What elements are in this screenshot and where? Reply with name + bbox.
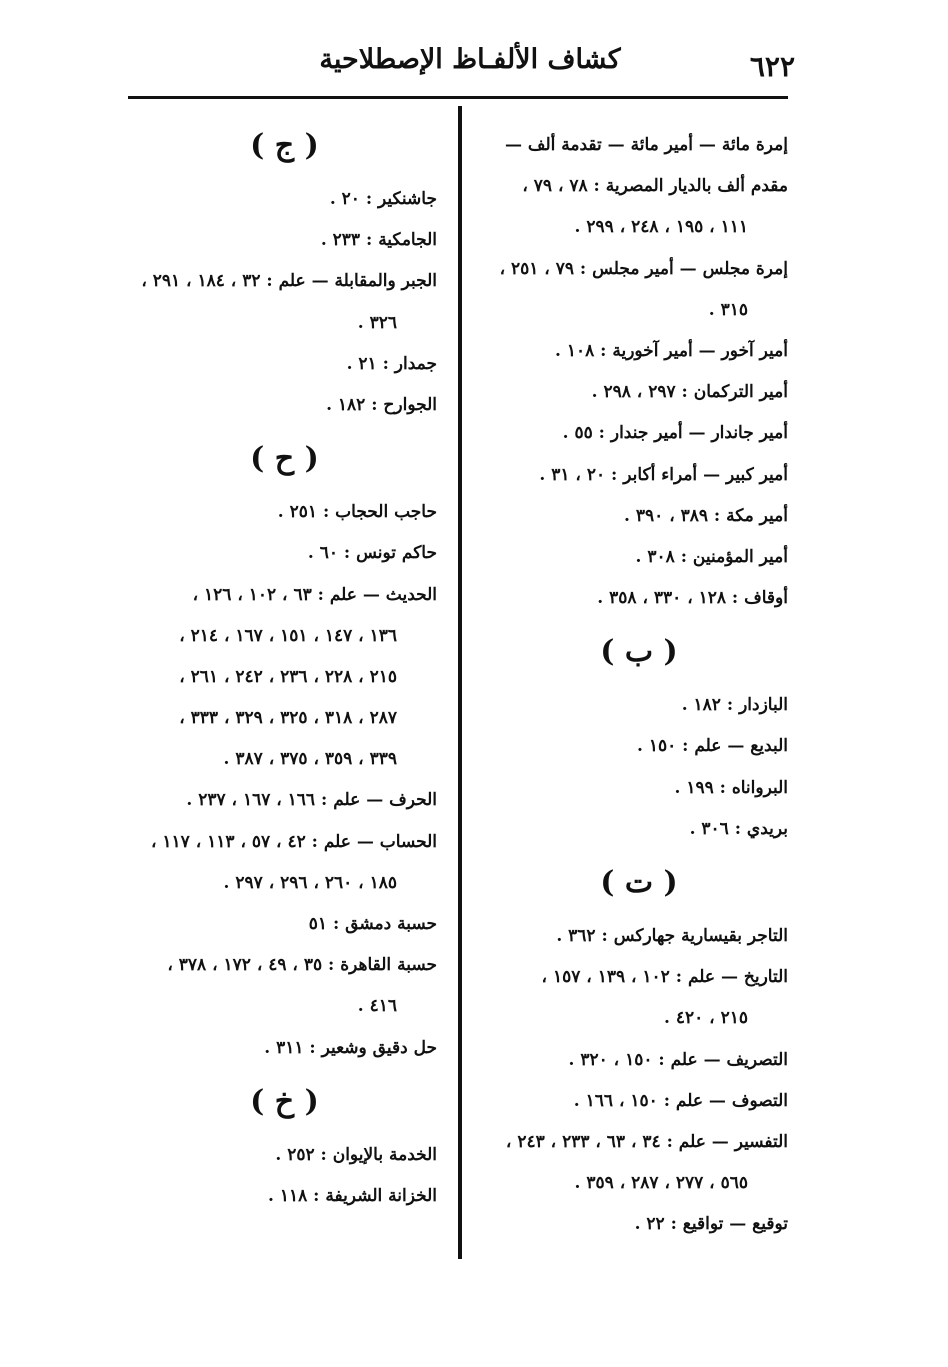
left-column (132, 125, 437, 1217)
index-entry: الجوارح : ١٨٢ . (326, 394, 437, 415)
index-entry: أمير آخور — أمير آخورية : ١٠٨ . (554, 340, 788, 361)
page-number: ٦٢٢ (749, 50, 795, 83)
index-entry: الخدمة بالإيوان : ٢٥٢ . (275, 1144, 437, 1165)
index-entry-continuation: ٣١٥ . (708, 299, 748, 320)
index-entry: أمير كبير — أمراء أكابر : ٢٠ ، ٣١ . (539, 464, 788, 485)
index-entry: حاجب الحجاب : ٢٥١ . (277, 502, 437, 523)
index-entry-continuation: ٤١٦ . (357, 996, 397, 1017)
column-divider (458, 106, 462, 1259)
header-rule (128, 96, 788, 99)
index-entry: بريدي : ٣٠٦ . (689, 818, 788, 839)
index-entry-continuation: ١٣٦ ، ١٤٧ ، ١٥١ ، ١٦٧ ، ٢١٤ ، (179, 625, 397, 646)
index-entry: جاشنكير : ٢٠ . (329, 189, 437, 209)
index-entry: البديع — علم : ١٥٠ . (636, 736, 788, 757)
index-entry-continuation: ٢١٥ ، ٢٢٨ ، ٢٣٦ ، ٢٤٢ ، ٢٦١ ، (179, 666, 397, 687)
index-entry: الحديث — علم : ٦٣ ، ١٠٢ ، ١٢٦ ، (192, 584, 437, 605)
index-entry: أمير مكة : ٣٨٩ ، ٣٩٠ . (624, 505, 788, 526)
running-title: كشاف الألفـاظ الإصطلاحية (319, 44, 621, 75)
index-entry-continuation: ٢١٥ ، ٤٢٠ . (664, 1008, 748, 1029)
section-heading: ( ح ) (250, 441, 319, 477)
section-heading: ( ج ) (250, 128, 319, 163)
index-entry: أمير المؤمنين : ٣٠٨ . (635, 546, 788, 567)
index-entry: حسبة دمشق : ٥١ (308, 914, 437, 934)
index-entry: الجبر والمقابلة — علم : ٣٢ ، ١٨٤ ، ٢٩١ ، (141, 271, 437, 292)
index-entry: حسبة القاهرة : ٣٥ ، ٤٩ ، ١٧٢ ، ٣٧٨ ، (167, 955, 437, 976)
index-entry: الجامكية : ٢٣٣ . (320, 230, 437, 251)
section-heading: ( ت ) (600, 865, 678, 900)
index-entry: الحساب — علم : ٤٢ ، ٥٧ ، ١١٣ ، ١١٧ ، (151, 831, 437, 852)
index-entry: التاجر بقيسارية جهاركس : ٣٦٢ . (556, 926, 788, 946)
right-column (490, 125, 788, 1246)
index-entry: أمير جاندار — أمير جندار : ٥٥ . (562, 423, 788, 444)
section-heading: ( ب ) (600, 634, 678, 670)
index-entry: أوقاف : ١٢٨ ، ٣٣٠ ، ٣٥٨ . (597, 588, 788, 609)
index-entry-continuation: ٢٨٧ ، ٣١٨ ، ٣٢٥ ، ٣٢٩ ، ٣٣٣ ، (179, 708, 397, 729)
index-entry: حاكم تونس : ٦٠ . (307, 543, 437, 564)
index-entry: حل دقيق وشعير : ٣١١ . (264, 1037, 437, 1058)
index-entry: التاريخ — علم : ١٠٢ ، ١٣٩ ، ١٥٧ ، (541, 967, 788, 988)
index-entry: مقدم ألف بالديار المصرية : ٧٨ ، ٧٩ ، (522, 176, 788, 197)
index-entry: البرواناه : ١٩٩ . (674, 777, 788, 798)
index-entry: البازدار : ١٨٢ . (681, 695, 788, 716)
index-entry-continuation: ٥٦٥ ، ٢٧٧ ، ٢٨٧ ، ٣٥٩ . (574, 1173, 748, 1194)
index-entry: التصوف — علم : ١٥٠ ، ١٦٦ . (573, 1090, 788, 1111)
index-entry-continuation: ٣٣٩ ، ٣٥٩ ، ٣٧٥ ، ٣٨٧ . (223, 749, 397, 770)
index-entry-continuation: ١٨٥ ، ٢٦٠ ، ٢٩٦ ، ٢٩٧ . (223, 872, 397, 893)
index-entry-continuation: ٣٢٦ . (357, 312, 397, 333)
index-entry: الخزانة الشريفة : ١١٨ . (268, 1185, 437, 1206)
index-entry: أمير التركمان : ٢٩٧ ، ٢٩٨ . (591, 382, 788, 403)
index-entry-continuation: ١١١ ، ١٩٥ ، ٢٤٨ ، ٢٩٩ . (574, 217, 748, 238)
index-entry: جمدار : ٢١ . (346, 353, 437, 374)
index-entry: التصريف — علم : ١٥٠ ، ٣٢٠ . (568, 1049, 788, 1070)
index-entry: التفسير — علم : ٣٤ ، ٦٣ ، ٢٣٣ ، ٢٤٣ ، (505, 1131, 788, 1152)
index-entry: إمرة مائة — أمير مائة — تقدمة ألف — (504, 135, 788, 155)
index-entry: توقيع — تواقيع : ٢٢ . (634, 1214, 788, 1235)
index-entry: الحرف — علم : ١٦٦ ، ١٦٧ ، ٢٣٧ . (186, 790, 437, 811)
section-heading: ( خ ) (250, 1083, 319, 1119)
index-entry: إمرة مجلس — أمير مجلس : ٧٩ ، ٢٥١ ، (499, 258, 788, 279)
